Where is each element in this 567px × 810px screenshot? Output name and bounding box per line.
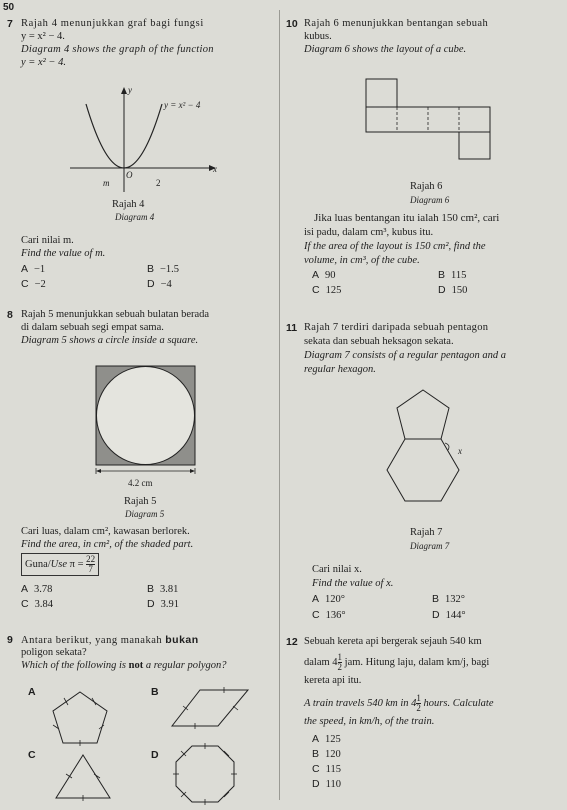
q11-text-en-2: regular hexagon. bbox=[304, 364, 376, 375]
q11-text-ms-2: sekata dan sebuah heksagon sekata. bbox=[304, 336, 454, 347]
q11-number: 11 bbox=[286, 322, 298, 334]
q8-option-a[interactable]: A 3.78 bbox=[21, 583, 53, 595]
q9-choice-b-parallelogram[interactable] bbox=[170, 686, 252, 730]
q12-option-c[interactable]: C 115 bbox=[312, 763, 341, 775]
page-number: 50 bbox=[3, 2, 15, 13]
q8-dimension: 4.2 cm bbox=[128, 478, 153, 488]
q9-choice-a-letter[interactable]: A bbox=[28, 686, 36, 698]
q11-caption-en: Diagram 7 bbox=[410, 541, 450, 551]
q8-hint: Guna/Use π = $\frac{22}{7}$ bbox=[21, 553, 99, 576]
q12-text-en-2: the speed, in km/h, of the train. bbox=[304, 716, 435, 727]
q11-text-ms-1: Rajah 7 terdiri daripada sebuah pentagon bbox=[304, 322, 489, 333]
q10-option-b[interactable]: B 115 bbox=[438, 269, 467, 281]
q8-text-en-1: Diagram 5 shows a circle inside a square. bbox=[21, 335, 199, 346]
q10-text-en-1: Diagram 6 shows the layout of a cube. bbox=[304, 44, 467, 55]
q7-text-ms-1: Rajah 4 menunjukkan graf bagi fungsi bbox=[21, 18, 204, 29]
q12-option-a[interactable]: A 125 bbox=[312, 733, 341, 745]
q12-option-d[interactable]: D 110 bbox=[312, 778, 341, 790]
q7-text-ms-2: y = x² − 4. bbox=[21, 31, 65, 42]
q10-cube-net bbox=[365, 78, 493, 160]
q8-option-d[interactable]: D 3.91 bbox=[147, 598, 179, 610]
q7-graph bbox=[66, 84, 226, 196]
column-divider bbox=[279, 10, 280, 800]
q9-choice-c-triangle[interactable] bbox=[52, 752, 114, 802]
q7-tick-m: m bbox=[103, 178, 110, 188]
q8-diagram bbox=[95, 365, 199, 477]
q7-option-a[interactable]: A −1 bbox=[21, 263, 46, 275]
q10-text-ms-2: kubus. bbox=[304, 31, 332, 42]
q10-ask-ms-2: isi padu, dalam cm³, kubus itu. bbox=[304, 227, 434, 238]
q7-axis-x: x bbox=[213, 164, 217, 174]
q8-text-ms-2: di dalam sebuah segi empat sama. bbox=[21, 322, 164, 333]
q12-number: 12 bbox=[286, 636, 298, 648]
q10-ask-ms-1: Jika luas bentangan itu ialah 150 cm², cari bbox=[314, 212, 500, 224]
q8-text-ms-1: Rajah 5 menunjukkan sebuah bulatan berada bbox=[21, 309, 210, 320]
q10-number: 10 bbox=[286, 18, 298, 30]
q12-text-ms-2: dalam 4 $\frac{1}{2}$ jam. Hitung laju, dalam km/j, bagi bbox=[304, 652, 490, 672]
q8-caption-en: Diagram 5 bbox=[125, 509, 165, 519]
q8-option-b[interactable]: B 3.81 bbox=[147, 583, 179, 595]
q11-caption-ms: Rajah 7 bbox=[410, 527, 443, 538]
q7-graph-label: y = x² − 4 bbox=[164, 100, 201, 110]
q9-choice-b-letter[interactable]: B bbox=[151, 686, 159, 698]
q11-option-c[interactable]: C 136° bbox=[312, 609, 346, 621]
q7-number: 7 bbox=[7, 18, 13, 30]
q10-ask-en-1: If the area of the layout is 150 cm², find the bbox=[304, 241, 486, 252]
q8-number: 8 bbox=[7, 309, 13, 321]
q10-ask-en-2: volume, in cm³, of the cube. bbox=[304, 255, 420, 266]
q7-caption-en: Diagram 4 bbox=[115, 212, 155, 222]
q12-text-en-1: A train travels 540 km in 4 $\frac{1}{2}$ hours. Calculate bbox=[304, 693, 494, 713]
q9-number: 9 bbox=[7, 634, 13, 646]
q7-text-en-1: Diagram 4 shows the graph of the function bbox=[21, 44, 214, 55]
q12-text-ms-1: Sebuah kereta api bergerak sejauh 540 km bbox=[304, 636, 482, 647]
q9-choice-a-pentagon[interactable] bbox=[45, 688, 115, 748]
q11-ask-en: Find the value of x. bbox=[312, 578, 394, 589]
q11-text-en-1: Diagram 7 consists of a regular pentagon and a bbox=[304, 350, 507, 361]
q7-option-c[interactable]: C −2 bbox=[21, 278, 46, 290]
q11-option-a[interactable]: A 120° bbox=[312, 593, 345, 605]
q9-choice-d-octagon[interactable] bbox=[170, 742, 240, 806]
q9-text-ms-1: Antara berikut, yang manakah bukan bbox=[21, 634, 199, 646]
q10-text-ms-1: Rajah 6 menunjukkan bentangan sebuah bbox=[304, 18, 489, 29]
q10-caption-ms: Rajah 6 bbox=[410, 181, 443, 192]
q11-option-d[interactable]: D 144° bbox=[432, 609, 466, 621]
q9-text-ms-2: poligon sekata? bbox=[21, 647, 87, 658]
q7-tick-2: 2 bbox=[156, 178, 161, 188]
q10-caption-en: Diagram 6 bbox=[410, 195, 450, 205]
q8-caption-ms: Rajah 5 bbox=[124, 496, 157, 507]
q7-option-d[interactable]: D −4 bbox=[147, 278, 172, 290]
q9-choice-c-letter[interactable]: C bbox=[28, 749, 36, 761]
q7-option-b[interactable]: B −1.5 bbox=[147, 263, 180, 275]
q11-ask-ms: Cari nilai x. bbox=[312, 564, 362, 575]
q7-origin: O bbox=[126, 170, 133, 180]
q7-axis-y: y bbox=[128, 85, 132, 95]
q10-option-a[interactable]: A 90 bbox=[312, 269, 336, 281]
q12-text-ms-3: kereta api itu. bbox=[304, 675, 362, 686]
q9-choice-d-letter[interactable]: D bbox=[151, 749, 159, 761]
q7-text-en-2: y = x² − 4. bbox=[21, 57, 67, 68]
q8-option-c[interactable]: C 3.84 bbox=[21, 598, 53, 610]
q8-ask-ms: Cari luas, dalam cm², kawasan berlorek. bbox=[21, 526, 190, 537]
q8-ask-en: Find the area, in cm², of the shaded part. bbox=[21, 539, 194, 550]
q11-angle-label: x bbox=[458, 446, 462, 456]
q7-ask-ms: Cari nilai m. bbox=[21, 235, 74, 246]
q10-option-d[interactable]: D 150 bbox=[438, 284, 468, 296]
q10-option-c[interactable]: C 125 bbox=[312, 284, 342, 296]
q7-caption-ms: Rajah 4 bbox=[112, 199, 145, 210]
q11-option-b[interactable]: B 132° bbox=[432, 593, 465, 605]
q9-text-en-1: Which of the following is not a regular polygon? bbox=[21, 660, 227, 671]
q12-option-b[interactable]: B 120 bbox=[312, 748, 341, 760]
q7-ask-en: Find the value of m. bbox=[21, 248, 106, 259]
